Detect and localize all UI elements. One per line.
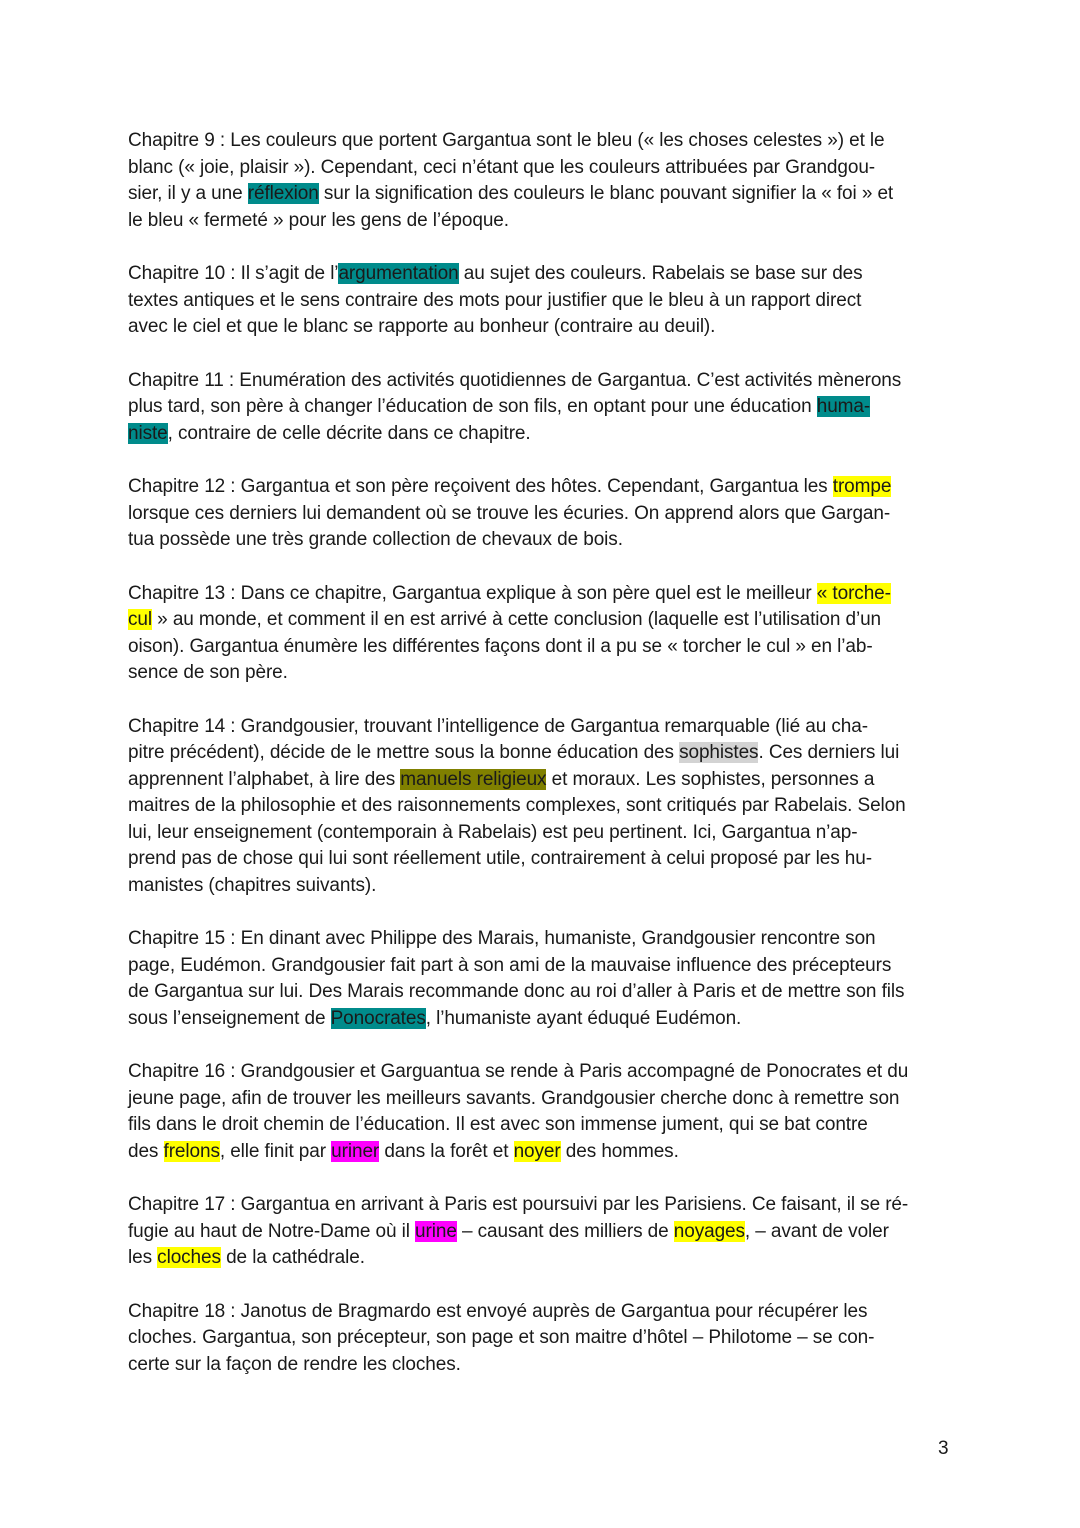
text-run: au sujet des couleurs. Rabelais se base sur des [458,263,863,284]
text-line [128,181,954,208]
text-line [128,394,954,421]
text-line [128,1192,954,1219]
text-line [128,1139,954,1166]
text-line [128,926,954,953]
highlighted-term: frelons [163,1140,220,1162]
text-run: Chapitre 17 : Gargantua en arrivant à Paris est poursuivi par les Parisiens. Ce faisant, il se ré- [128,1194,909,1215]
highlighted-term: « torche- [816,582,891,604]
text-run: sier, il y a une [128,183,248,204]
chapter-paragraph [128,1192,954,1272]
text-run: sous l’enseignement de [128,1007,331,1029]
text-line [128,527,954,554]
text-line [128,501,954,528]
text-line [128,368,954,395]
text-run: et moraux. Les sophistes, personnes a [546,768,875,790]
text-run: apprennent l’alphabet, à lire des [128,768,401,790]
text-run: Chapitre 10 : Il s’agit de l’ [128,263,339,284]
text-run: Chapitre 18 : Janotus de Bragmardo est envoyé auprès de Gargantua pour récupérer les [128,1300,868,1322]
text-run: Chapitre 13 : Dans ce chapitre, Gargantua explique à son père quel est le meilleur [128,582,817,604]
text-run: le bleu « fermeté » pour les gens de l’époque. [128,209,509,231]
text-line [128,634,954,661]
chapter-paragraph [128,714,954,900]
text-line [128,714,954,741]
text-run: , elle finit par [219,1140,332,1162]
text-run: les [128,1247,158,1268]
highlighted-term: sophistes [679,742,759,763]
text-run: sence de son père. [128,662,288,683]
text-line [128,155,954,182]
highlighted-term: manuels religieux [400,768,547,790]
text-run: » au monde, et comment il en est arrivé à cette conclusion (laquelle est l’utilisation d’un [152,609,882,630]
text-line [128,873,954,900]
text-run: manistes (chapitres suivants). [128,874,377,896]
text-run: de Gargantua sur lui. Des Marais recommande donc au roi d’aller à Paris et de mettre son fils [128,981,905,1002]
document-body [128,128,954,1405]
text-line [128,261,954,288]
text-line [128,607,954,634]
text-run: prend pas de chose qui lui sont réellement utile, contrairement à celui proposé par les hu- [128,848,872,869]
highlighted-term: urine [415,1220,457,1242]
text-run: page, Eudémon. Grandgousier fait part à son ami de la mauvaise influence des précepteurs [128,954,892,976]
text-line [128,1299,954,1326]
text-line [128,1352,954,1379]
chapter-paragraph [128,1299,954,1379]
chapter-paragraph [128,926,954,1032]
text-line [128,660,954,687]
text-run: Chapitre 15 : En dinant avec Philippe des Marais, humaniste, Grandgousier rencontre son [128,928,876,949]
text-line [128,1245,954,1272]
text-line [128,1112,954,1139]
text-line [128,846,954,873]
text-run: , contraire de celle décrite dans ce chapitre. [167,422,531,444]
text-run: Chapitre 11 : Enumération des activités quotidiennes de Gargantua. C’est activités mènerons [128,369,902,391]
highlighted-term: Ponocrates [330,1007,426,1029]
text-run: maitres de la philosophie et des raisonnements complexes, sont critiqués par Rabelais. Selon [128,795,906,816]
text-run: blanc (« joie, plaisir »). Cependant, ceci n’étant que les couleurs attribuées par Grandgou- [128,156,876,178]
chapter-paragraph [128,474,954,554]
highlighted-term: noyages [673,1220,745,1242]
text-line [128,793,954,820]
chapter-paragraph [128,368,954,448]
highlighted-term: réflexion [247,183,319,204]
text-line [128,1006,954,1033]
text-run: lorsque ces derniers lui demandent où se trouve les écuries. On apprend alors que Gargan- [128,502,891,524]
text-run: Chapitre 14 : Grandgousier, trouvant l’intelligence de Gargantua remarquable (lié au cha- [128,715,868,737]
text-line [128,288,954,315]
text-line [128,421,954,448]
highlighted-term: trompe [832,476,892,497]
text-run: . Ces derniers lui [758,742,900,763]
text-run: , l’humaniste ayant éduqué Eudémon. [425,1007,742,1029]
text-run: Chapitre 9 : Les couleurs que portent Gargantua sont le bleu (« les choses celestes ») et le [128,130,885,151]
chapter-paragraph [128,1059,954,1165]
text-run: oison). Gargantua énumère les différentes façons dont il a pu se « torcher le cul » en l’ab- [128,635,873,657]
text-run: dans la forêt et [379,1140,514,1162]
highlighted-term: huma- [816,396,871,417]
highlighted-term: uriner [331,1140,380,1162]
chapter-paragraph [128,261,954,341]
text-line [128,1325,954,1352]
highlighted-term: argumentation [338,263,459,284]
text-run: certe sur la façon de rendre les cloches. [128,1353,461,1375]
chapter-paragraph [128,128,954,234]
text-run: Chapitre 16 : Grandgousier et Garguantua se rende à Paris accompagné de Ponocrates et du [128,1061,909,1082]
text-line [128,581,954,608]
text-line [128,820,954,847]
text-line [128,474,954,501]
text-run: fugie au haut de Notre-Dame où il [128,1220,416,1242]
text-run: textes antiques et le sens contraire des mots pour justifier que le bleu à un rapport direct [128,289,862,311]
highlighted-term: cloches [157,1247,221,1268]
text-run: fils dans le droit chemin de l’éducation. Il est avec son immense jument, qui se bat contre [128,1114,868,1135]
text-run: – causant des milliers de [456,1220,674,1242]
text-line [128,208,954,235]
text-run: sur la signification des couleurs le blanc pouvant signifier la « foi » et [318,183,894,204]
text-run: avec le ciel et que le blanc se rapporte au bonheur (contraire au deuil). [128,316,716,337]
text-line [128,1219,954,1246]
text-run: jeune page, afin de trouver les meilleurs savants. Grandgousier cherche donc à remettre son [128,1087,900,1109]
text-run: lui, leur enseignement (contemporain à Rabelais) est peu pertinent. Ici, Gargantua n’ap- [128,821,858,843]
text-line [128,979,954,1006]
text-run: des [128,1140,164,1162]
text-line [128,314,954,341]
text-line [128,1086,954,1113]
text-run: , – avant de voler [744,1220,889,1242]
text-run: Chapitre 12 : Gargantua et son père reçoivent des hôtes. Cependant, Gargantua les [128,476,833,497]
page-number: 3 [938,1438,949,1459]
text-run: cloches. Gargantua, son précepteur, son page et son maitre d’hôtel – Philotome – se con- [128,1327,875,1348]
text-run: tua possède une très grande collection de chevaux de bois. [128,529,623,550]
text-line [128,1059,954,1086]
highlighted-term: noyer [513,1140,561,1162]
text-run: des hommes. [560,1140,679,1162]
text-line [128,767,954,794]
text-line [128,128,954,155]
text-run: plus tard, son père à changer l’éducation de son fils, en optant pour une éducation [128,396,817,417]
highlighted-term: niste [128,422,168,444]
text-run: de la cathédrale. [220,1247,365,1268]
text-run: pitre précédent), décide de le mettre sous la bonne éducation des [128,742,680,763]
chapter-paragraph [128,581,954,687]
text-line [128,953,954,980]
highlighted-term: cul [128,609,152,630]
text-line [128,740,954,767]
